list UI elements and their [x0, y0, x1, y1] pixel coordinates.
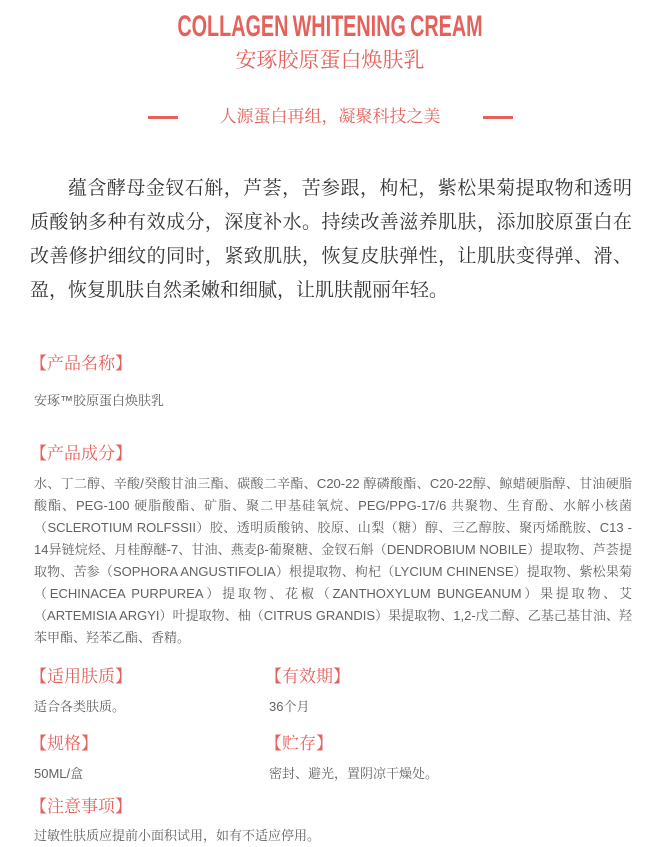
page-header: [0, 0, 660, 128]
section-skin-type: [30, 667, 265, 718]
section-content-shelf-life: 36个月: [269, 699, 310, 714]
section-content-storage: 密封、避光，置阴凉干燥处。: [269, 766, 439, 781]
section-content-spec: 50ML/盒: [34, 766, 84, 781]
divider-dash-right: [483, 116, 513, 119]
tagline-divider: [0, 106, 660, 128]
section-storage: [265, 734, 632, 785]
section-product-name: [30, 354, 632, 412]
section-content-notice: 过敏性肤质应提前小面积试用，如有不适应停用。: [34, 828, 321, 843]
section-heading-notice: 【注意事项】: [30, 797, 132, 816]
product-title-chinese: 安琢胶原蛋白焕肤乳: [235, 49, 425, 72]
section-heading-storage: 【贮存】: [265, 734, 333, 753]
tagline-text: 人源蛋白再组，凝聚科技之美: [219, 107, 441, 126]
section-content-ingredients: 水、丁二醇、辛酸/癸酸甘油三酯、碳酸二辛酯、C20-22 醇磷酸酯、C20-22醇、鲸蜡硬脂醇、甘油硬脂酸酯、PEG-100 硬脂酸酯、矿脂、聚二甲基硅氧烷、PEG/PPG-17/6 共聚物、生育酚、水解小核菌（SCLEROTIUM ROLFSSII）胶、透明质酸钠、胶原、山梨（糖）醇、三乙醇胺、聚丙烯酰胺、C13 - 14异链烷烃、月桂醇醚-7、甘油、燕麦β-葡聚糖、金钗石斛（DENDROBIUM NOBILE）提取物、芦荟提取物、苦参（SOPHORA ANGUSTIFOLIA）根提取物、枸杞（LYCIUM CHINENSE）提取物、紫松果菊（ECHINACEA PURPUREA）提取物、花椒（ZANTHOXYLUM BUNGEANUM）果提取物、艾（ARTEMISIA ARGYI）叶提取物、柚（CITRUS GRANDIS）果提取物、1,2-戊二醇、乙基己基甘油、羟苯甲酯、羟苯乙酯、香精。: [34, 476, 632, 645]
section-heading-shelf-life: 【有效期】: [265, 667, 350, 686]
product-title-english: COLLAGEN WHITENING CREAM: [177, 10, 483, 43]
section-ingredients: [30, 444, 632, 649]
section-shelf-life: [265, 667, 632, 718]
section-heading-skin-type: 【适用肤质】: [30, 667, 132, 686]
divider-dash-left: [148, 116, 178, 119]
section-spec: [30, 734, 265, 785]
section-notice: [30, 797, 632, 847]
intro-paragraph: 蕴含酵母金钗石斛，芦荟，苦参跟，枸杞，紫松果菊提取物和透明质酸钠多种有效成分，深度补水。持续改善滋养肌肤，添加胶原蛋白在改善修护细纹的同时，紧致肌肤，恢复皮肤弹性，让肌肤变得弹、滑、盈，恢复肌肤自然柔嫩和细腻，让肌肤靓丽年轻。: [30, 178, 632, 301]
section-heading-product-name: 【产品名称】: [30, 354, 132, 373]
section-heading-ingredients: 【产品成分】: [30, 444, 132, 463]
spec-grid: [30, 667, 632, 785]
section-content-product-name: 安琢™胶原蛋白焕肤乳: [34, 393, 165, 408]
section-heading-spec: 【规格】: [30, 734, 98, 753]
section-content-skin-type: 适合各类肤质。: [34, 699, 126, 714]
